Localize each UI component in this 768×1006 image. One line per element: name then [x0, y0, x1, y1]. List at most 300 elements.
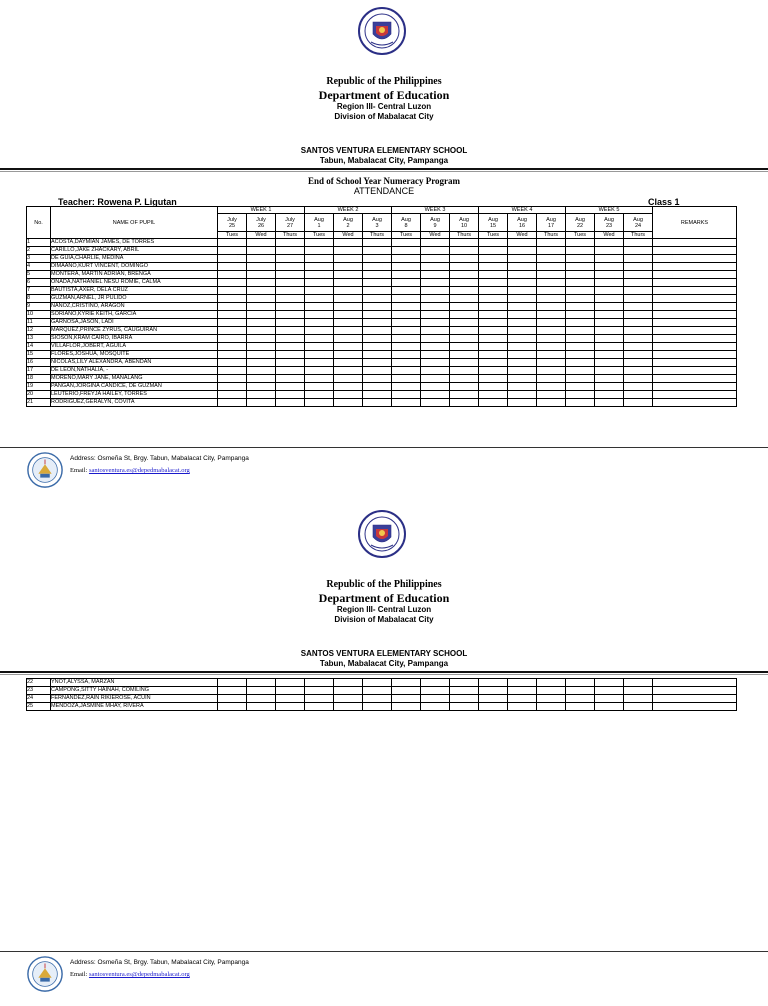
attendance-cell[interactable]	[537, 335, 566, 343]
attendance-cell[interactable]	[566, 351, 595, 359]
attendance-cell[interactable]	[276, 687, 305, 695]
attendance-cell[interactable]	[537, 391, 566, 399]
attendance-cell[interactable]	[363, 391, 392, 399]
attendance-cell[interactable]	[508, 255, 537, 263]
attendance-cell[interactable]	[624, 367, 653, 375]
attendance-cell[interactable]	[305, 367, 334, 375]
attendance-cell[interactable]	[247, 367, 276, 375]
attendance-cell[interactable]	[247, 279, 276, 287]
attendance-cell[interactable]	[363, 311, 392, 319]
attendance-cell[interactable]	[334, 335, 363, 343]
attendance-cell[interactable]	[421, 247, 450, 255]
attendance-cell[interactable]	[508, 391, 537, 399]
attendance-cell[interactable]	[479, 287, 508, 295]
attendance-cell[interactable]	[305, 271, 334, 279]
attendance-cell[interactable]	[276, 343, 305, 351]
attendance-cell[interactable]	[421, 239, 450, 247]
attendance-cell[interactable]	[624, 255, 653, 263]
attendance-cell[interactable]	[218, 359, 247, 367]
attendance-cell[interactable]	[566, 687, 595, 695]
attendance-cell[interactable]	[479, 327, 508, 335]
attendance-cell[interactable]	[537, 703, 566, 711]
attendance-cell[interactable]	[305, 295, 334, 303]
attendance-cell[interactable]	[479, 703, 508, 711]
attendance-cell[interactable]	[537, 687, 566, 695]
attendance-cell[interactable]	[566, 295, 595, 303]
attendance-cell[interactable]	[450, 247, 479, 255]
attendance-cell[interactable]	[363, 343, 392, 351]
attendance-cell[interactable]	[392, 703, 421, 711]
attendance-cell[interactable]	[508, 247, 537, 255]
attendance-cell[interactable]	[363, 399, 392, 407]
attendance-cell[interactable]	[334, 687, 363, 695]
attendance-cell[interactable]	[595, 295, 624, 303]
attendance-cell[interactable]	[247, 351, 276, 359]
attendance-cell[interactable]	[334, 279, 363, 287]
attendance-cell[interactable]	[537, 239, 566, 247]
attendance-cell[interactable]	[537, 343, 566, 351]
attendance-cell[interactable]	[508, 399, 537, 407]
attendance-cell[interactable]	[624, 343, 653, 351]
attendance-cell[interactable]	[276, 391, 305, 399]
attendance-cell[interactable]	[537, 695, 566, 703]
attendance-cell[interactable]	[276, 263, 305, 271]
attendance-cell[interactable]	[363, 255, 392, 263]
attendance-cell[interactable]	[218, 327, 247, 335]
attendance-cell[interactable]	[537, 287, 566, 295]
attendance-cell[interactable]	[508, 311, 537, 319]
attendance-cell[interactable]	[508, 239, 537, 247]
attendance-cell[interactable]	[392, 351, 421, 359]
attendance-cell[interactable]	[305, 679, 334, 687]
attendance-cell[interactable]	[450, 703, 479, 711]
attendance-cell[interactable]	[363, 383, 392, 391]
attendance-cell[interactable]	[334, 271, 363, 279]
remarks-cell[interactable]	[653, 399, 737, 407]
attendance-cell[interactable]	[392, 391, 421, 399]
attendance-cell[interactable]	[566, 367, 595, 375]
attendance-cell[interactable]	[276, 271, 305, 279]
remarks-cell[interactable]	[653, 335, 737, 343]
attendance-cell[interactable]	[624, 271, 653, 279]
attendance-cell[interactable]	[276, 239, 305, 247]
attendance-cell[interactable]	[218, 351, 247, 359]
attendance-cell[interactable]	[305, 255, 334, 263]
attendance-cell[interactable]	[508, 679, 537, 687]
attendance-cell[interactable]	[334, 319, 363, 327]
attendance-cell[interactable]	[218, 255, 247, 263]
attendance-cell[interactable]	[247, 263, 276, 271]
attendance-cell[interactable]	[247, 375, 276, 383]
attendance-cell[interactable]	[537, 255, 566, 263]
attendance-cell[interactable]	[421, 703, 450, 711]
attendance-cell[interactable]	[595, 335, 624, 343]
attendance-cell[interactable]	[566, 255, 595, 263]
attendance-cell[interactable]	[421, 335, 450, 343]
remarks-cell[interactable]	[653, 247, 737, 255]
attendance-cell[interactable]	[508, 319, 537, 327]
remarks-cell[interactable]	[653, 287, 737, 295]
attendance-cell[interactable]	[247, 327, 276, 335]
attendance-cell[interactable]	[421, 375, 450, 383]
attendance-cell[interactable]	[450, 399, 479, 407]
attendance-cell[interactable]	[392, 687, 421, 695]
attendance-cell[interactable]	[479, 687, 508, 695]
attendance-cell[interactable]	[566, 695, 595, 703]
attendance-cell[interactable]	[479, 255, 508, 263]
attendance-cell[interactable]	[247, 679, 276, 687]
attendance-cell[interactable]	[305, 359, 334, 367]
attendance-cell[interactable]	[421, 327, 450, 335]
attendance-cell[interactable]	[595, 391, 624, 399]
remarks-cell[interactable]	[653, 255, 737, 263]
attendance-cell[interactable]	[421, 351, 450, 359]
attendance-cell[interactable]	[450, 375, 479, 383]
attendance-cell[interactable]	[247, 695, 276, 703]
attendance-cell[interactable]	[537, 399, 566, 407]
attendance-cell[interactable]	[218, 319, 247, 327]
attendance-cell[interactable]	[595, 287, 624, 295]
attendance-cell[interactable]	[334, 239, 363, 247]
attendance-cell[interactable]	[276, 279, 305, 287]
attendance-cell[interactable]	[305, 703, 334, 711]
attendance-cell[interactable]	[276, 399, 305, 407]
attendance-cell[interactable]	[624, 335, 653, 343]
attendance-cell[interactable]	[305, 351, 334, 359]
attendance-cell[interactable]	[218, 271, 247, 279]
attendance-cell[interactable]	[624, 247, 653, 255]
attendance-cell[interactable]	[276, 311, 305, 319]
remarks-cell[interactable]	[653, 279, 737, 287]
attendance-cell[interactable]	[363, 271, 392, 279]
attendance-cell[interactable]	[392, 399, 421, 407]
attendance-cell[interactable]	[479, 311, 508, 319]
attendance-cell[interactable]	[363, 351, 392, 359]
attendance-cell[interactable]	[334, 343, 363, 351]
attendance-cell[interactable]	[305, 239, 334, 247]
attendance-cell[interactable]	[363, 303, 392, 311]
attendance-cell[interactable]	[305, 327, 334, 335]
attendance-cell[interactable]	[595, 687, 624, 695]
attendance-cell[interactable]	[421, 311, 450, 319]
attendance-cell[interactable]	[566, 247, 595, 255]
attendance-cell[interactable]	[537, 383, 566, 391]
attendance-cell[interactable]	[537, 351, 566, 359]
attendance-cell[interactable]	[624, 295, 653, 303]
attendance-cell[interactable]	[247, 687, 276, 695]
attendance-cell[interactable]	[479, 695, 508, 703]
attendance-cell[interactable]	[624, 391, 653, 399]
attendance-cell[interactable]	[595, 263, 624, 271]
attendance-cell[interactable]	[421, 391, 450, 399]
remarks-cell[interactable]	[653, 271, 737, 279]
attendance-cell[interactable]	[508, 327, 537, 335]
attendance-cell[interactable]	[247, 383, 276, 391]
attendance-cell[interactable]	[305, 263, 334, 271]
attendance-cell[interactable]	[363, 239, 392, 247]
attendance-cell[interactable]	[537, 319, 566, 327]
attendance-cell[interactable]	[537, 263, 566, 271]
attendance-cell[interactable]	[450, 679, 479, 687]
attendance-cell[interactable]	[537, 375, 566, 383]
attendance-cell[interactable]	[595, 271, 624, 279]
attendance-cell[interactable]	[392, 327, 421, 335]
attendance-cell[interactable]	[334, 303, 363, 311]
attendance-cell[interactable]	[595, 383, 624, 391]
attendance-cell[interactable]	[363, 695, 392, 703]
attendance-cell[interactable]	[247, 319, 276, 327]
attendance-cell[interactable]	[421, 263, 450, 271]
attendance-cell[interactable]	[218, 279, 247, 287]
remarks-cell[interactable]	[653, 263, 737, 271]
attendance-cell[interactable]	[450, 343, 479, 351]
attendance-cell[interactable]	[276, 679, 305, 687]
attendance-cell[interactable]	[421, 287, 450, 295]
attendance-cell[interactable]	[247, 311, 276, 319]
attendance-cell[interactable]	[450, 279, 479, 287]
attendance-cell[interactable]	[508, 359, 537, 367]
attendance-cell[interactable]	[334, 375, 363, 383]
attendance-cell[interactable]	[276, 383, 305, 391]
attendance-cell[interactable]	[305, 375, 334, 383]
attendance-cell[interactable]	[537, 271, 566, 279]
attendance-cell[interactable]	[392, 255, 421, 263]
attendance-cell[interactable]	[392, 239, 421, 247]
attendance-cell[interactable]	[363, 263, 392, 271]
attendance-cell[interactable]	[276, 695, 305, 703]
attendance-cell[interactable]	[334, 391, 363, 399]
attendance-cell[interactable]	[595, 351, 624, 359]
remarks-cell[interactable]	[653, 239, 737, 247]
remarks-cell[interactable]	[653, 303, 737, 311]
attendance-cell[interactable]	[595, 399, 624, 407]
attendance-cell[interactable]	[305, 399, 334, 407]
attendance-cell[interactable]	[479, 343, 508, 351]
attendance-cell[interactable]	[595, 247, 624, 255]
attendance-cell[interactable]	[276, 319, 305, 327]
attendance-cell[interactable]	[595, 319, 624, 327]
attendance-cell[interactable]	[479, 375, 508, 383]
attendance-cell[interactable]	[624, 287, 653, 295]
attendance-cell[interactable]	[334, 287, 363, 295]
attendance-cell[interactable]	[392, 679, 421, 687]
attendance-cell[interactable]	[595, 239, 624, 247]
attendance-cell[interactable]	[479, 679, 508, 687]
attendance-cell[interactable]	[421, 695, 450, 703]
attendance-cell[interactable]	[334, 383, 363, 391]
attendance-cell[interactable]	[218, 295, 247, 303]
attendance-cell[interactable]	[334, 359, 363, 367]
attendance-cell[interactable]	[450, 367, 479, 375]
attendance-cell[interactable]	[218, 247, 247, 255]
attendance-cell[interactable]	[276, 367, 305, 375]
attendance-cell[interactable]	[421, 319, 450, 327]
attendance-cell[interactable]	[566, 319, 595, 327]
attendance-cell[interactable]	[595, 255, 624, 263]
attendance-cell[interactable]	[363, 247, 392, 255]
attendance-cell[interactable]	[334, 263, 363, 271]
attendance-cell[interactable]	[450, 687, 479, 695]
attendance-cell[interactable]	[392, 287, 421, 295]
attendance-cell[interactable]	[566, 263, 595, 271]
attendance-cell[interactable]	[624, 703, 653, 711]
attendance-cell[interactable]	[479, 239, 508, 247]
attendance-cell[interactable]	[392, 311, 421, 319]
attendance-cell[interactable]	[218, 263, 247, 271]
attendance-cell[interactable]	[421, 679, 450, 687]
attendance-cell[interactable]	[218, 335, 247, 343]
attendance-cell[interactable]	[566, 271, 595, 279]
attendance-cell[interactable]	[218, 695, 247, 703]
attendance-cell[interactable]	[305, 687, 334, 695]
remarks-cell[interactable]	[653, 383, 737, 391]
attendance-cell[interactable]	[537, 327, 566, 335]
attendance-cell[interactable]	[566, 311, 595, 319]
attendance-cell[interactable]	[305, 247, 334, 255]
attendance-cell[interactable]	[218, 687, 247, 695]
attendance-cell[interactable]	[624, 375, 653, 383]
attendance-cell[interactable]	[392, 319, 421, 327]
attendance-cell[interactable]	[479, 247, 508, 255]
attendance-cell[interactable]	[218, 311, 247, 319]
attendance-cell[interactable]	[247, 303, 276, 311]
attendance-cell[interactable]	[363, 279, 392, 287]
attendance-cell[interactable]	[595, 703, 624, 711]
remarks-cell[interactable]	[653, 679, 737, 687]
attendance-cell[interactable]	[537, 359, 566, 367]
attendance-cell[interactable]	[247, 255, 276, 263]
attendance-cell[interactable]	[421, 303, 450, 311]
attendance-cell[interactable]	[247, 343, 276, 351]
attendance-cell[interactable]	[305, 303, 334, 311]
attendance-cell[interactable]	[421, 359, 450, 367]
attendance-cell[interactable]	[508, 695, 537, 703]
attendance-cell[interactable]	[218, 303, 247, 311]
attendance-cell[interactable]	[508, 287, 537, 295]
attendance-cell[interactable]	[218, 367, 247, 375]
attendance-cell[interactable]	[247, 391, 276, 399]
attendance-cell[interactable]	[508, 263, 537, 271]
attendance-cell[interactable]	[334, 695, 363, 703]
attendance-cell[interactable]	[508, 279, 537, 287]
attendance-cell[interactable]	[537, 279, 566, 287]
attendance-cell[interactable]	[247, 399, 276, 407]
attendance-cell[interactable]	[363, 687, 392, 695]
attendance-cell[interactable]	[508, 295, 537, 303]
attendance-cell[interactable]	[334, 703, 363, 711]
attendance-cell[interactable]	[247, 247, 276, 255]
attendance-cell[interactable]	[421, 295, 450, 303]
attendance-cell[interactable]	[421, 399, 450, 407]
attendance-cell[interactable]	[450, 351, 479, 359]
attendance-cell[interactable]	[334, 351, 363, 359]
remarks-cell[interactable]	[653, 375, 737, 383]
attendance-cell[interactable]	[334, 295, 363, 303]
attendance-cell[interactable]	[392, 343, 421, 351]
attendance-cell[interactable]	[450, 335, 479, 343]
attendance-cell[interactable]	[363, 327, 392, 335]
attendance-cell[interactable]	[595, 279, 624, 287]
attendance-cell[interactable]	[566, 239, 595, 247]
attendance-cell[interactable]	[479, 391, 508, 399]
attendance-cell[interactable]	[450, 287, 479, 295]
attendance-cell[interactable]	[450, 263, 479, 271]
attendance-cell[interactable]	[624, 383, 653, 391]
attendance-cell[interactable]	[392, 247, 421, 255]
attendance-cell[interactable]	[566, 399, 595, 407]
attendance-cell[interactable]	[566, 703, 595, 711]
attendance-cell[interactable]	[566, 335, 595, 343]
attendance-cell[interactable]	[479, 319, 508, 327]
attendance-cell[interactable]	[624, 327, 653, 335]
attendance-cell[interactable]	[450, 359, 479, 367]
attendance-cell[interactable]	[421, 271, 450, 279]
attendance-cell[interactable]	[566, 359, 595, 367]
attendance-cell[interactable]	[479, 367, 508, 375]
attendance-cell[interactable]	[363, 367, 392, 375]
attendance-cell[interactable]	[624, 319, 653, 327]
attendance-cell[interactable]	[479, 335, 508, 343]
remarks-cell[interactable]	[653, 367, 737, 375]
attendance-cell[interactable]	[479, 351, 508, 359]
remarks-cell[interactable]	[653, 351, 737, 359]
attendance-cell[interactable]	[276, 375, 305, 383]
attendance-cell[interactable]	[508, 271, 537, 279]
attendance-cell[interactable]	[566, 343, 595, 351]
attendance-cell[interactable]	[392, 695, 421, 703]
attendance-cell[interactable]	[305, 279, 334, 287]
attendance-cell[interactable]	[305, 335, 334, 343]
attendance-cell[interactable]	[624, 399, 653, 407]
attendance-cell[interactable]	[305, 287, 334, 295]
attendance-cell[interactable]	[624, 679, 653, 687]
attendance-cell[interactable]	[363, 375, 392, 383]
attendance-cell[interactable]	[624, 351, 653, 359]
attendance-cell[interactable]	[334, 367, 363, 375]
attendance-cell[interactable]	[305, 343, 334, 351]
attendance-cell[interactable]	[392, 263, 421, 271]
attendance-cell[interactable]	[334, 255, 363, 263]
attendance-cell[interactable]	[218, 679, 247, 687]
attendance-cell[interactable]	[537, 247, 566, 255]
attendance-cell[interactable]	[595, 311, 624, 319]
attendance-cell[interactable]	[624, 303, 653, 311]
attendance-cell[interactable]	[450, 255, 479, 263]
remarks-cell[interactable]	[653, 295, 737, 303]
attendance-cell[interactable]	[276, 255, 305, 263]
remarks-cell[interactable]	[653, 695, 737, 703]
attendance-cell[interactable]	[479, 295, 508, 303]
attendance-cell[interactable]	[624, 687, 653, 695]
attendance-cell[interactable]	[363, 295, 392, 303]
footer-email-link[interactable]: santosventura.es@depedmabalacat.org	[88, 467, 190, 474]
attendance-cell[interactable]	[479, 383, 508, 391]
attendance-cell[interactable]	[305, 319, 334, 327]
attendance-cell[interactable]	[508, 383, 537, 391]
attendance-cell[interactable]	[624, 695, 653, 703]
attendance-cell[interactable]	[450, 311, 479, 319]
attendance-cell[interactable]	[479, 303, 508, 311]
remarks-cell[interactable]	[653, 343, 737, 351]
attendance-cell[interactable]	[450, 271, 479, 279]
attendance-cell[interactable]	[392, 375, 421, 383]
attendance-cell[interactable]	[392, 335, 421, 343]
attendance-cell[interactable]	[276, 359, 305, 367]
attendance-cell[interactable]	[595, 343, 624, 351]
attendance-cell[interactable]	[392, 303, 421, 311]
attendance-cell[interactable]	[218, 343, 247, 351]
attendance-cell[interactable]	[334, 679, 363, 687]
